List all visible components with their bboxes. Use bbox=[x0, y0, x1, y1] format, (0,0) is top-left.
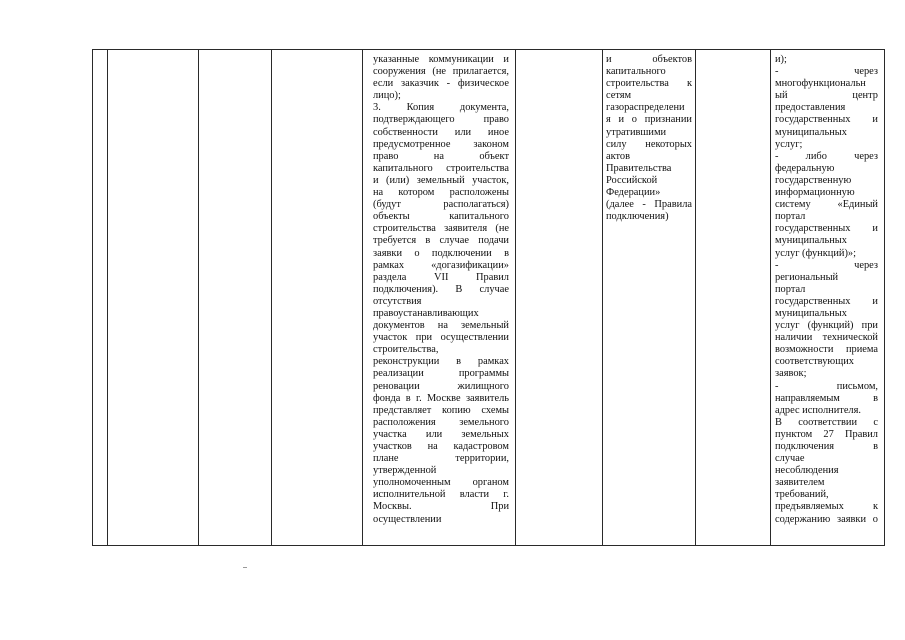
text-line: участка или земельных bbox=[373, 428, 509, 440]
text-line: несоблюдения bbox=[775, 465, 839, 477]
text-line: заявителем bbox=[775, 477, 825, 489]
text-line: право на объект bbox=[373, 150, 509, 162]
text-line: правоустанавливающих bbox=[373, 307, 479, 319]
text-line: рамках «догазификации» bbox=[373, 259, 509, 271]
column-divider bbox=[271, 49, 272, 546]
text-line: возможности приема bbox=[775, 344, 878, 356]
table-top-border bbox=[92, 49, 885, 50]
text-line: требований, bbox=[775, 489, 829, 501]
text-line: подтверждающего право bbox=[373, 114, 509, 126]
text-line: лицо); bbox=[373, 90, 401, 102]
text-line: услуг; bbox=[775, 138, 803, 150]
column-divider bbox=[695, 49, 696, 546]
submission-methods-cell bbox=[775, 54, 878, 526]
text-line: - через bbox=[775, 66, 878, 78]
text-line: указанные коммуникации и bbox=[373, 54, 509, 65]
text-line: государственных и bbox=[775, 295, 878, 307]
text-line: документов на земельный bbox=[373, 320, 509, 332]
text-line: газораспределени bbox=[606, 102, 685, 114]
text-line: раздела VII Правил bbox=[373, 271, 509, 283]
text-line: адрес исполнителя. bbox=[775, 404, 861, 416]
column-divider bbox=[198, 49, 199, 546]
text-line: подключения в bbox=[775, 441, 878, 452]
text-line: предъявляемых к bbox=[775, 501, 878, 513]
text-line: уполномоченным органом bbox=[373, 477, 509, 489]
text-line: и); bbox=[775, 54, 787, 65]
text-line: государственных и bbox=[775, 114, 878, 126]
text-line: расположения земельного bbox=[373, 416, 509, 428]
column-divider bbox=[602, 49, 603, 546]
text-line: я и о признании bbox=[606, 114, 692, 126]
text-line: собственности или иное bbox=[373, 126, 509, 138]
text-line: ый центр bbox=[775, 90, 878, 102]
text-line: информационную bbox=[775, 187, 855, 199]
text-line: региональный bbox=[775, 271, 839, 283]
legal-basis-cell bbox=[606, 54, 692, 223]
text-line: муниципальных bbox=[775, 307, 847, 319]
text-line: наличии технической bbox=[775, 332, 878, 344]
text-line: подключения) bbox=[606, 211, 669, 223]
text-line: сооружения (не прилагается, bbox=[373, 66, 509, 78]
text-line: реконструкции в рамках bbox=[373, 356, 509, 368]
text-line: систему «Единый bbox=[775, 199, 878, 211]
text-line: предоставления bbox=[775, 102, 846, 114]
text-line: строительства заявителя (не bbox=[373, 223, 509, 235]
text-line: заявки о подключении в bbox=[373, 247, 509, 259]
text-line: осуществлении bbox=[373, 513, 442, 525]
text-line: отсутствия bbox=[373, 295, 422, 307]
text-line: Правительства bbox=[606, 162, 672, 174]
text-line: требуется в случае подачи bbox=[373, 235, 509, 247]
text-line: предусмотренное законом bbox=[373, 138, 509, 150]
text-line: утвержденной bbox=[373, 465, 437, 477]
text-line: строительства, bbox=[373, 344, 439, 356]
conditions-cell bbox=[373, 54, 509, 526]
text-line: и (или) земельный участок, bbox=[373, 174, 509, 186]
text-line: строительства к bbox=[606, 78, 692, 90]
text-line: направляемым в bbox=[775, 392, 878, 404]
text-line: утратившими bbox=[606, 126, 667, 138]
text-line: - через bbox=[775, 259, 878, 271]
text-line: представляет копию схемы bbox=[373, 404, 509, 416]
text-line: фонда в г. Москве заявитель bbox=[373, 392, 509, 404]
text-line: подключения). В случае bbox=[373, 283, 509, 295]
column-divider bbox=[92, 49, 93, 546]
text-line: на котором расположены bbox=[373, 187, 509, 199]
column-divider bbox=[770, 49, 771, 546]
scan-speck bbox=[243, 567, 247, 568]
text-line: (далее - Правила bbox=[606, 199, 692, 211]
text-line: государственную bbox=[775, 174, 852, 186]
text-line: заявок; bbox=[775, 368, 807, 380]
text-line: муниципальных bbox=[775, 235, 847, 247]
text-line: капитального bbox=[606, 66, 666, 78]
text-line: В соответствии с bbox=[775, 416, 878, 428]
text-line: случае bbox=[775, 453, 805, 465]
text-line: и объектов bbox=[606, 54, 692, 65]
text-line: участков на кадастровом bbox=[373, 441, 509, 452]
text-line: портал bbox=[775, 211, 806, 223]
column-divider bbox=[515, 49, 516, 546]
text-line: муниципальных bbox=[775, 126, 847, 138]
text-line: многофункциональн bbox=[775, 78, 866, 90]
text-line: федеральную bbox=[775, 162, 835, 174]
text-line: если заказчик - физическое bbox=[373, 78, 509, 90]
text-line: плане территории, bbox=[373, 453, 509, 465]
text-line: (будут располагаться) bbox=[373, 199, 509, 211]
text-line: участок при осуществлении bbox=[373, 332, 509, 344]
text-line: объекты капитального bbox=[373, 211, 509, 223]
column-divider bbox=[362, 49, 363, 546]
text-line: услуг (функций) при bbox=[775, 320, 878, 332]
text-line: Российской bbox=[606, 174, 658, 186]
text-line: содержанию заявки о bbox=[775, 513, 878, 525]
column-divider bbox=[884, 49, 885, 546]
text-line: - либо через bbox=[775, 150, 878, 162]
text-line: государственных и bbox=[775, 223, 878, 235]
table-bottom-border bbox=[92, 545, 885, 546]
text-line: услуг (функций)»; bbox=[775, 247, 857, 259]
text-line: силу некоторых bbox=[606, 138, 692, 150]
text-line: пунктом 27 Правил bbox=[775, 428, 878, 440]
text-line: актов bbox=[606, 150, 631, 162]
text-line: исполнительной власти г. bbox=[373, 489, 509, 501]
text-line: реализации программы bbox=[373, 368, 509, 380]
text-line: портал bbox=[775, 283, 806, 295]
text-line: сетям bbox=[606, 90, 632, 102]
text-line: реновации жилищного bbox=[373, 380, 509, 392]
text-line: Федерации» bbox=[606, 187, 661, 199]
text-line: - письмом, bbox=[775, 380, 878, 392]
text-line: капитального строительства bbox=[373, 162, 509, 174]
column-divider bbox=[107, 49, 108, 546]
text-line: 3. Копия документа, bbox=[373, 102, 509, 114]
text-line: Москвы. При bbox=[373, 501, 509, 513]
text-line: соответствующих bbox=[775, 356, 854, 368]
